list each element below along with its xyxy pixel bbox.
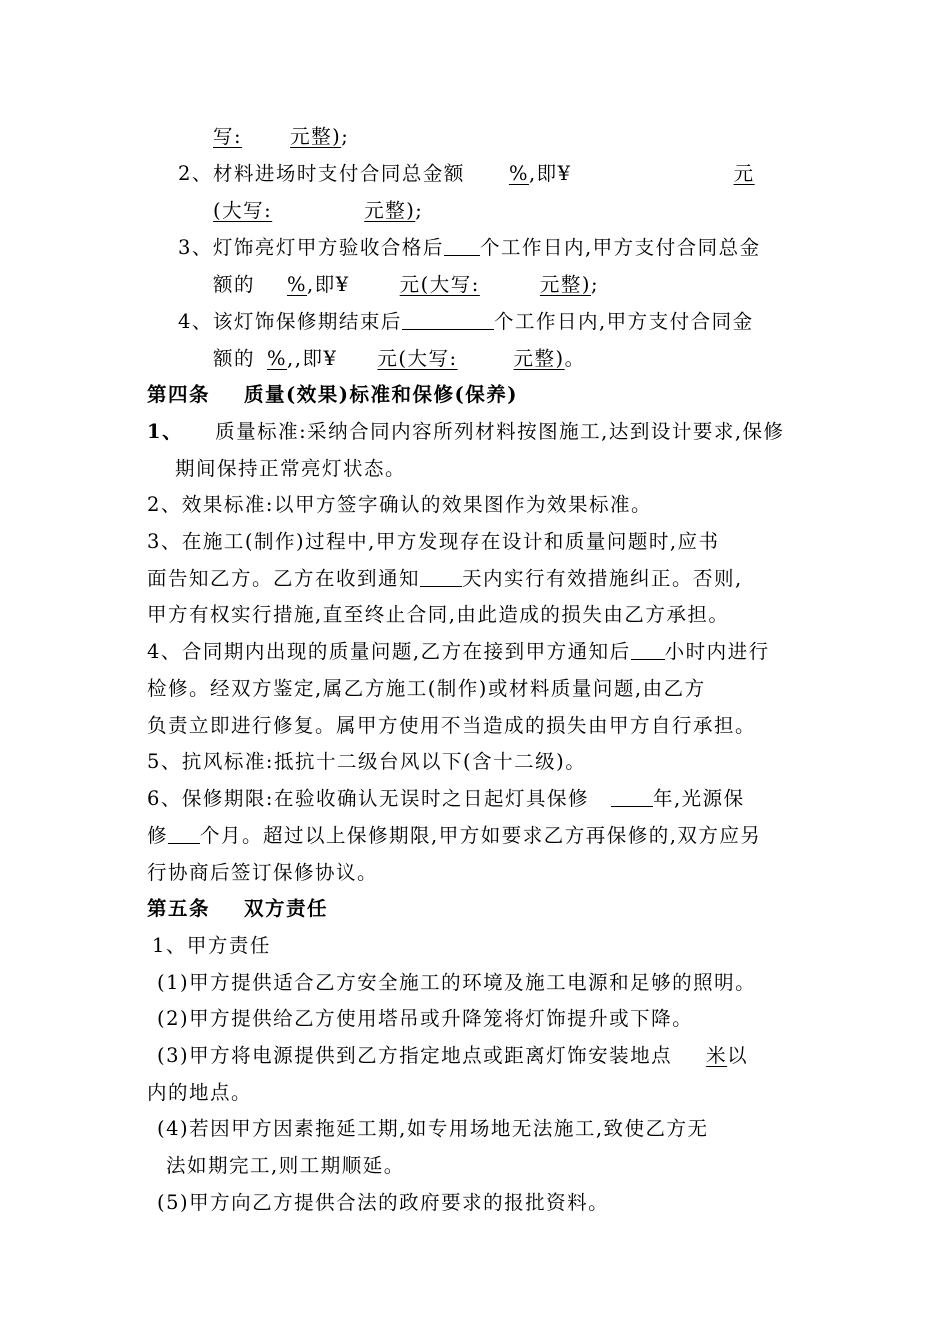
days-blank <box>444 235 480 256</box>
payment-item-4: 4、该灯饰保修期结束后 个工作日内,甲方支付合同金 <box>178 310 754 333</box>
article-4-item-4-cont: 检修。经双方鉴定,属乙方施工(制作)或材料质量问题,由乙方 <box>147 677 706 700</box>
months-blank <box>168 823 200 844</box>
article-4-item-1-cont: 期间保持正常亮灯状态。 <box>175 457 407 480</box>
payment-item-3: 3、灯饰亮灯甲方验收合格后 个工作日内,甲方支付合同总金 <box>178 236 761 259</box>
amount-in-words: (大写: 元整) <box>213 199 416 222</box>
article-4-item-4-cont2: 负责立即进行修复。属甲方使用不当造成的损失由甲方自行承担。 <box>147 714 757 737</box>
payment-item-2: 2、材料进场时支付合同总金额 %,即¥ 元 <box>178 162 755 185</box>
percent-blank: % <box>508 162 529 185</box>
article-4-heading: 第四条 质量(效果)标准和保修(保养) <box>147 383 518 406</box>
payment-line-1: 写: 元整); <box>213 125 350 148</box>
percent-blank: % <box>287 273 308 296</box>
article-4-item-1: 1、 质量标准:采纳合同内容所列材料按图施工,达到设计要求,保修 <box>147 420 785 443</box>
amount-in-words: 元(大写: 元整) <box>377 347 565 370</box>
article-4-item-6-cont: 修 个月。超过以上保修期限,甲方如要求乙方再保修的,双方应另 <box>147 824 762 847</box>
days-blank <box>420 566 462 587</box>
article-4-item-6-cont2: 行协商后签订保修协议。 <box>147 861 379 884</box>
article-4-item-4: 4、合同期内出现的质量问题,乙方在接到甲方通知后 小时内进行 <box>147 640 770 663</box>
distance-blank: 米 <box>706 1044 728 1067</box>
amount-in-words: 写: 元整) <box>213 125 342 148</box>
duty-item-4-cont: 法如期完工,则工期顺延。 <box>166 1154 405 1177</box>
days-blank <box>402 309 494 330</box>
article-4-item-3-cont2: 甲方有权实行措施,直至终止合同,由此造成的损失由乙方承担。 <box>147 603 730 626</box>
payment-item-2-cont: (大写: 元整); <box>213 199 424 222</box>
article-4-item-5: 5、抗风标准:抵抗十二级台风以下(含十二级)。 <box>147 750 587 773</box>
payment-item-3-cont: 额的 %,即¥ 元(大写: 元整); <box>213 273 600 296</box>
amount-in-words: 元(大写: 元整) <box>399 273 591 296</box>
percent-blank: % <box>267 347 288 370</box>
payment-item-4-cont: 额的 %,,即¥ 元(大写: 元整)。 <box>213 347 586 370</box>
duty-item-1: (1)甲方提供适合乙方安全施工的环境及施工电源和足够的照明。 <box>157 971 757 994</box>
duty-item-4: (4)若因甲方因素拖延工期,如专用场地无法施工,致使乙方无 <box>157 1117 709 1140</box>
hours-blank <box>631 639 665 660</box>
amount-blank: 元 <box>733 162 755 185</box>
article-4-item-3: 3、在施工(制作)过程中,甲方发现存在设计和质量问题时,应书 <box>147 530 720 553</box>
duty-item-3: (3)甲方将电源提供到乙方指定地点或距离灯饰安装地点 米以 <box>157 1044 749 1067</box>
article-4-item-2: 2、效果标准:以甲方签字确认的效果图作为效果标准。 <box>147 493 652 516</box>
article-4-item-6: 6、保修期限:在验收确认无误时之日起灯具保修 年,光源保 <box>147 787 745 810</box>
duty-item-5: (5)甲方向乙方提供合法的政府要求的报批资料。 <box>157 1191 610 1214</box>
article-5-heading: 第五条 双方责任 <box>147 897 329 920</box>
party-a-duties-heading: 1、甲方责任 <box>152 934 271 957</box>
duty-item-2: (2)甲方提供给乙方使用塔吊或升降笼将灯饰提升或下降。 <box>157 1007 694 1030</box>
article-4-item-3-cont: 面告知乙方。乙方在收到通知 天内实行有效措施纠正。否则, <box>147 567 743 590</box>
duty-item-3-cont: 内的地点。 <box>147 1081 253 1104</box>
years-blank <box>611 786 653 807</box>
